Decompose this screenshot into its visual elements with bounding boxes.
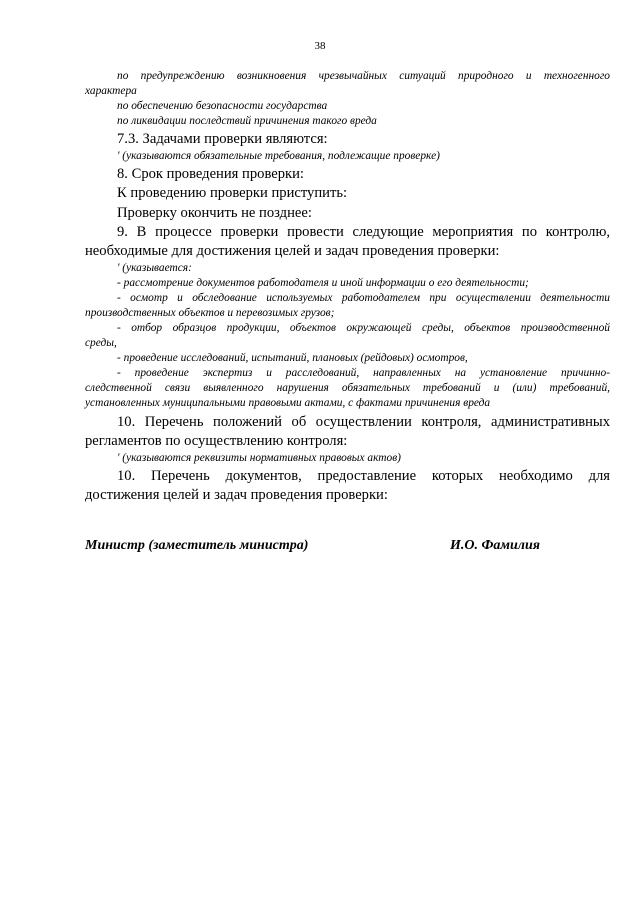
- text-line-26: достижения целей и задач проведения проверки:: [85, 487, 388, 503]
- text-line-11: необходимые для достижения целей и задач проведения проверки:: [85, 243, 500, 259]
- text-line-24: ' (указываются реквизиты нормативных правовых актов): [117, 452, 401, 464]
- text-line-12: ' (указывается:: [117, 262, 192, 274]
- text-line-16: - отбор образцов продукции, объектов окружающей среды, объектов производственной: [117, 322, 610, 334]
- page-number: 38: [314, 40, 326, 52]
- section-10-heading: 10. Перечень положений об осуществлении контроля, административных: [117, 414, 610, 430]
- text-line-23: регламентов по осуществлению контроля:: [85, 433, 348, 449]
- text-line-8: К проведению проверки приступить:: [117, 185, 348, 201]
- text-line-17: среды,: [85, 337, 117, 349]
- text-line-15: производственных объектов и перевозимых грузов;: [85, 307, 335, 319]
- text-line-6: ' (указываются обязательные требования, подлежащие проверке): [117, 150, 440, 162]
- section-10-documents-heading: 10. Перечень документов, предоставление которых необходимо для: [117, 468, 610, 484]
- text-line-3: по обеспечению безопасности государства: [117, 100, 328, 112]
- text-line-1: по предупреждению возникновения чрезвычайных ситуаций природного и техногенного: [117, 70, 610, 82]
- section-8-heading: 8. Срок проведения проверки:: [117, 166, 304, 182]
- text-line-9: Проверку окончить не позднее:: [117, 205, 312, 221]
- text-line-4: по ликвидации последствий причинения такого вреда: [117, 115, 377, 127]
- text-line-19: - проведение экспертиз и расследований, направленных на установление причинно-: [117, 367, 610, 379]
- signature-position: Министр (заместитель министра): [85, 538, 309, 553]
- text-line-14: - осмотр и обследование используемых работодателем при осуществлении деятельности: [117, 292, 610, 304]
- section-9-heading: 9. В процессе проверки провести следующие мероприятия по контролю,: [117, 224, 610, 240]
- text-line-18: - проведение исследований, испытаний, плановых (рейдовых) осмотров,: [117, 352, 468, 364]
- text-line-21: установленных муниципальными правовыми актами, с фактами причинения вреда: [85, 397, 491, 409]
- text-line-2: характера: [85, 85, 137, 97]
- section-7-3-heading: 7.3. Задачами проверки являются:: [117, 131, 328, 147]
- text-line-20: следственной связи выявленного нарушения обязательных требований и (или) требований,: [85, 382, 610, 394]
- text-line-13: - рассмотрение документов работодателя и иной информации о его деятельности;: [117, 277, 529, 289]
- signature-name: И.О. Фамилия: [450, 538, 540, 553]
